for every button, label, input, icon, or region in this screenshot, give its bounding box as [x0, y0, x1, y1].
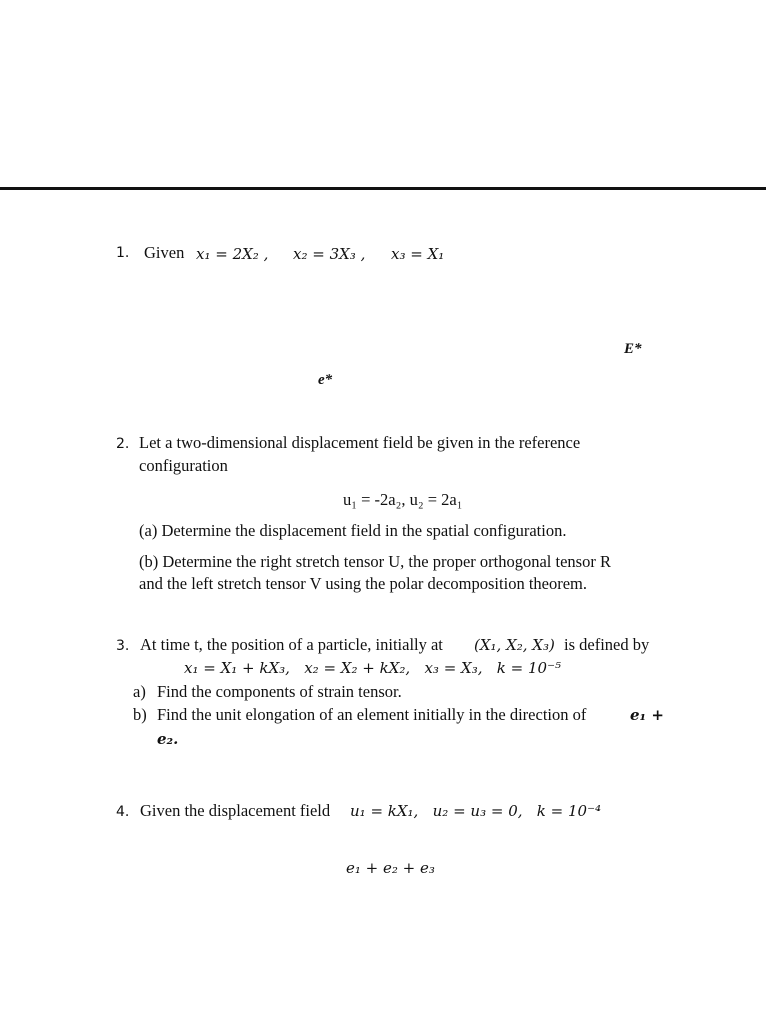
- q3-line1-text: At time t, the position of a particle, initially at: [140, 635, 443, 654]
- q3-equation: x₁ = X₁ + kX₃, x₂ = X₂ + kX₂, x₃ = X₃, k = 10⁻⁵: [184, 659, 562, 677]
- q3-b-label: b): [133, 705, 147, 724]
- q3-b-text: Find the unit elongation of an element initially in the direction of: [157, 705, 587, 724]
- q4-text: Given the displacement field: [140, 801, 331, 820]
- q1-eq1: x₁ = 2X₂ ,: [196, 245, 269, 263]
- q4-number: 4.: [116, 804, 130, 820]
- q3-line1-end: is defined by: [564, 635, 650, 654]
- q2-line1: Let a two-dimensional displacement field be given in the reference: [139, 433, 581, 452]
- q4-vector: e₁ + e₂ + e₃: [346, 859, 435, 877]
- q1-number: 1.: [116, 245, 130, 261]
- q3-number: 3.: [116, 638, 130, 654]
- q1-symbol-E: E*: [624, 341, 642, 357]
- q2-line2: configuration: [139, 456, 228, 475]
- top-rule: [0, 187, 766, 190]
- q3-b-vec1: e₁ +: [630, 706, 664, 724]
- q2-number: 2.: [116, 436, 130, 452]
- q2-part-b-line1: (b) Determine the right stretch tensor U, the proper orthogonal tensor R: [139, 552, 611, 571]
- q3-a-text: Find the components of strain tensor.: [157, 682, 402, 701]
- q3-a-label: a): [133, 682, 146, 701]
- q1-eq3: x₃ = X₁: [391, 245, 445, 263]
- q4-equation: u₁ = kX₁, u₂ = u₃ = 0, k = 10⁻⁴: [350, 802, 602, 820]
- q2-part-a: (a) Determine the displacement field in the spatial configuration.: [139, 521, 567, 540]
- q1-eq2: x₂ = 3X₃ ,: [293, 245, 366, 263]
- q2-part-b-line2: and the left stretch tensor V using the polar decomposition theorem.: [139, 574, 587, 593]
- q3-b-vec2: e₂.: [157, 730, 179, 748]
- q3-line1-tuple: (X₁, X₂, X₃): [474, 636, 555, 654]
- q1-given: Given: [144, 243, 185, 262]
- q1-symbol-e: e*: [318, 372, 333, 388]
- q2-equation: u₁ = -2a₂, u₂ = 2a₁: [343, 490, 463, 509]
